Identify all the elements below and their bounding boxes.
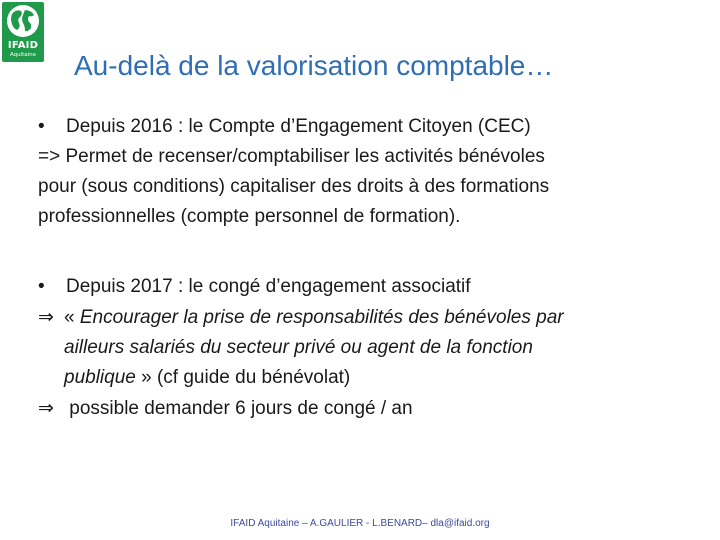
slide-title: Au-delà de la valorisation comptable…: [74, 50, 554, 81]
conge-quote-line-2: ailleurs salariés du secteur privé ou agent de la fonction: [64, 337, 533, 358]
quote-open: «: [64, 307, 80, 328]
bullet-icon: •: [38, 276, 45, 297]
globe-icon: [2, 2, 44, 40]
conge-line-1: [38, 272, 678, 302]
quote-close: » (cf guide du bénévolat): [135, 367, 351, 388]
bullet-icon: •: [38, 116, 45, 137]
cec-text-1: Depuis 2016 : le Compte d’Engagement Citoyen (CEC): [66, 116, 531, 137]
logo-name: IFAID: [7, 40, 39, 51]
cec-line-2: => Permet de recenser/comptabiliser les activités bénévoles: [38, 146, 545, 167]
quote-text-1: Encourager la prise de responsabilités des bénévoles par: [79, 307, 564, 328]
implies-arrow-icon: ⇒: [38, 397, 54, 419]
conge-text-1: Depuis 2017 : le congé d’engagement associatif: [66, 276, 471, 297]
cec-line-4: professionnelles (compte personnel de formation).: [38, 206, 461, 227]
implies-arrow-icon: ⇒: [38, 306, 54, 328]
conge-paragraph: [38, 272, 678, 424]
conge-line-last: [38, 393, 678, 424]
footer-credits: IFAID Aquitaine – A.GAULIER - L.BENARD– dla@ifaid.org: [230, 518, 490, 529]
cec-paragraph: [38, 112, 678, 232]
conge-quote-line-3: [38, 363, 678, 393]
logo-subtitle: Aquitaine: [9, 52, 37, 58]
cec-line-1: [38, 112, 678, 142]
ifaid-logo: [2, 2, 44, 62]
conge-quote-line-1: [38, 302, 678, 333]
cec-line-3: pour (sous conditions) capitaliser des droits à des formations: [38, 176, 550, 197]
quote-text-3: publique: [64, 367, 136, 388]
conge-days-text: possible demander 6 jours de congé / an: [64, 398, 413, 419]
